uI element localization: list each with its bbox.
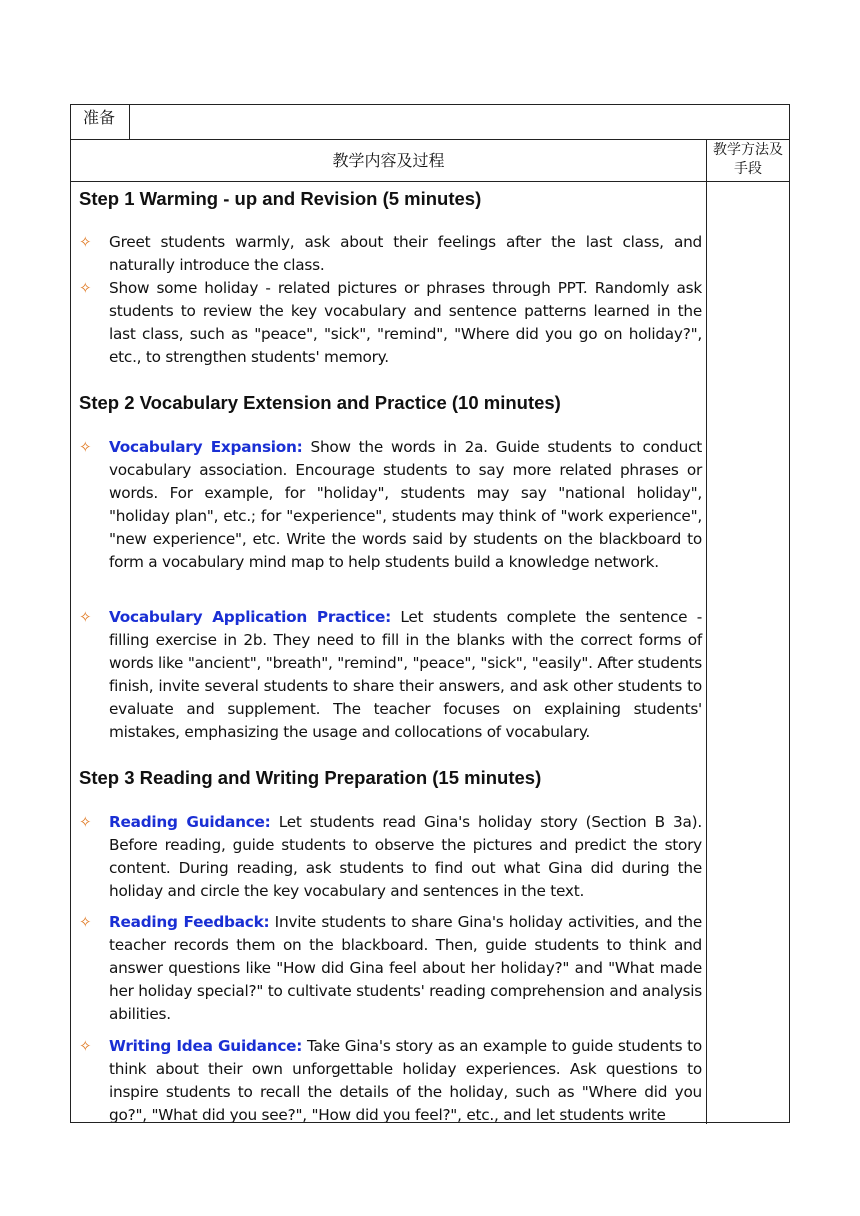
step-3-item-1: Reading Guidance: Let students read Gina's holiday story (Section B 3a). Before reading, guide students to observe the pictures and predict the story content. During reading, ask students to find out what Gina did during the holiday and circle the key vocabulary and sentences in the text. bbox=[109, 813, 702, 900]
step-3-item-2: Reading Feedback: Invite students to share Gina's holiday activities, and the teacher records them on the blackboard. Then, guide students to think and answer questions like "How did Gina feel about her holiday?" and "What made her holiday special?" to cultivate students' reading comprehension and analysis abilities. bbox=[109, 913, 702, 1023]
step-1-item-2: Show some holiday - related pictures or phrases through PPT. Randomly ask students to review the key vocabulary and sentence patterns learned in the last class, such as "peace", "sick", "remind", "Where did you go on holiday?", etc., to strengthen students' memory. bbox=[109, 279, 702, 366]
header-method-title: 教学方法及手段 bbox=[706, 140, 789, 181]
lesson-plan-table bbox=[70, 104, 790, 1123]
prep-row bbox=[71, 105, 789, 140]
bullet-icon: ✧ bbox=[79, 279, 92, 297]
content-cell bbox=[71, 182, 706, 1122]
bullet-icon: ✧ bbox=[79, 813, 92, 831]
bullet-icon: ✧ bbox=[79, 233, 92, 251]
method-column-divider bbox=[706, 181, 707, 1124]
prep-label: 准备 bbox=[71, 105, 130, 139]
bullet-icon: ✧ bbox=[79, 1037, 92, 1055]
step-2-item-1: Vocabulary Expansion: Show the words in 2a. Guide students to conduct vocabulary association. Encourage students to say more related phrases or words. For example, for "holiday", students may say "national holiday", "holiday plan", etc.; for "experience", students may think of "work experience", "new experience", etc. Write the words said by students on the blackboard to form a vocabulary mind map to help students build a knowledge network. bbox=[109, 438, 702, 571]
step-1-title: Step 1 Warming - up and Revision (5 minutes) bbox=[79, 188, 482, 209]
step-2-item-2: Vocabulary Application Practice: Let students complete the sentence - filling exercise in 2b. They need to fill in the blanks with the correct forms of words like "ancient", "breath", "remind", "peace", "sick", "easily". After students finish, invite several students to share their answers, and ask other students to evaluate and supplement. The teacher focuses on explaining students' mistakes, emphasizing the usage and collocations of vocabulary. bbox=[109, 608, 702, 741]
step-3-item-3: Writing Idea Guidance: Take Gina's story as an example to guide students to think about their own unforgettable holiday experiences. Ask questions to inspire students to recall the details of the holiday, such as "Where did you go?", "What did you see?", "How did you feel?", etc., and let students write bbox=[109, 1037, 702, 1122]
bullet-icon: ✧ bbox=[79, 438, 92, 456]
step-3-title: Step 3 Reading and Writing Preparation (15 minutes) bbox=[79, 767, 542, 788]
bullet-icon: ✧ bbox=[79, 608, 92, 626]
header-content-title: 教学内容及过程 bbox=[332, 151, 445, 170]
bullet-icon: ✧ bbox=[79, 913, 92, 931]
step-2-title: Step 2 Vocabulary Extension and Practice (10 minutes) bbox=[79, 392, 561, 413]
header-row bbox=[71, 140, 789, 182]
step-1-item-1: Greet students warmly, ask about their feelings after the last class, and naturally introduce the class. bbox=[109, 233, 702, 274]
